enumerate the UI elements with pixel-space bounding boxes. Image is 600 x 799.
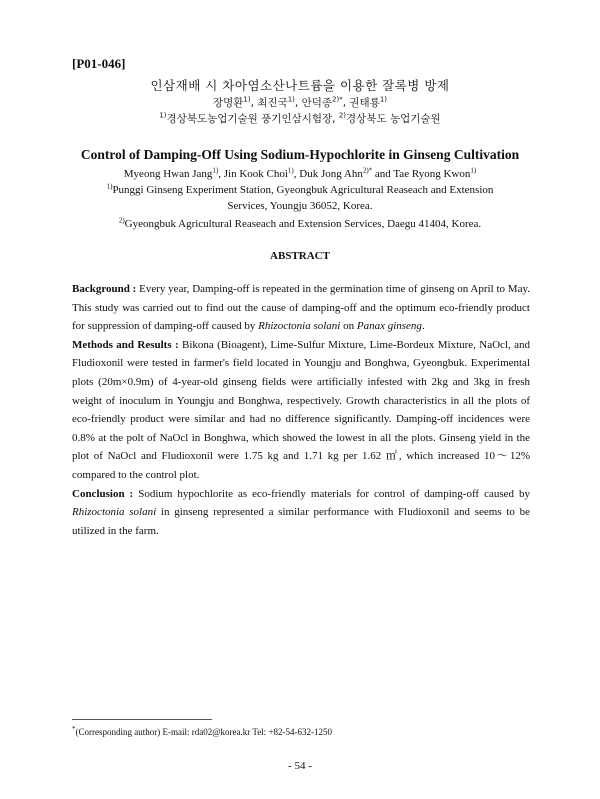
methods-label: Methods and Results :	[72, 338, 183, 351]
affiliation-mark: 1)	[212, 166, 219, 175]
korean-affiliations	[0, 111, 600, 126]
korean-title: 인삼재배 시 차아염소산나트륨을 이용한 잘록병 방제	[150, 78, 450, 93]
affiliation-text: Gyeongbuk Agricultural Reaseach and Extension Services, Daegu 41404, Korea.	[124, 218, 482, 230]
author-name: Myeong Hwan Jang	[123, 168, 213, 180]
species-name: Panax ginseng	[356, 320, 422, 333]
author-name: Duk Jong Ahn	[299, 168, 363, 180]
korean-affiliation: 경상북도 농업기술원	[346, 113, 441, 125]
background-paragraph	[72, 280, 530, 336]
affiliation-mark: 1)	[106, 182, 113, 191]
author-name: Tae Ryong Kwon	[393, 168, 471, 180]
paragraph-text: .	[421, 320, 425, 333]
paragraph-text: on	[340, 320, 357, 333]
affiliation-mark: 1)	[243, 95, 251, 104]
affiliation-mark: 1)	[470, 166, 477, 175]
author-separator: and	[372, 168, 394, 180]
footnote-mark: *	[72, 725, 76, 733]
abstract-body	[72, 280, 530, 540]
paragraph-text: Every year, Damping-off is repeated in the germination time of ginseng on April to May. This study was carried out to find out the cause of damping-off and the optimum eco-friendly product for suppression of damping-off caused by	[72, 283, 530, 333]
species-name: Rhizoctonia solani	[258, 320, 341, 333]
paragraph-text: Sodium hypochlorite as eco-friendly materials for control of damping-off caused by	[138, 487, 530, 500]
footnote-text: (Corresponding author) E-mail: rda02@korea.kr Tel: +82-54-632-1250	[75, 727, 333, 737]
affiliation-mark: 2)*	[332, 95, 343, 104]
author-name: Jin Kook Choi	[223, 168, 288, 180]
species-name: Rhizoctonia solani	[72, 506, 157, 519]
korean-author-name: 권태룡	[349, 97, 380, 109]
korean-author-name: 안덕종	[301, 97, 333, 109]
english-affiliation-2	[0, 218, 600, 230]
footnote	[72, 727, 332, 737]
footnote-divider	[72, 719, 212, 720]
korean-author-name: 최진국	[257, 97, 288, 109]
korean-affiliation: 경상북도농업기술원 풍기인삼시험장,	[166, 113, 336, 125]
affiliation-mark: 2)*	[362, 166, 373, 175]
affiliation-mark: 2)	[118, 216, 125, 225]
english-title: Control of Damping-Off Using Sodium-Hypochlorite in Ginseng Cultivation	[80, 147, 520, 162]
page-number: - 54 -	[288, 760, 312, 772]
affiliation-text: Punggi Ginseng Experiment Station, Gyeongbuk Agricultural Reaseach and Extension	[112, 184, 494, 196]
affiliation-mark: 1)	[287, 95, 295, 104]
english-affiliation-1	[0, 184, 600, 196]
affiliation-mark: 2)	[338, 111, 347, 120]
english-affiliation-1-cont: Services, Youngju 36052, Korea.	[227, 200, 373, 212]
affiliation-mark: 1)	[287, 166, 294, 175]
author-separator: ,	[218, 168, 224, 180]
korean-authors: 장명환$^{1)}$, 최진국$^{1)}$, 안덕종$^{2)*}$, 권태룡$^{1)}$	[212, 95, 388, 109]
conclusion-label: Conclusion :	[72, 487, 139, 500]
paragraph-text: in ginseng represented a similar performance with Fludioxonil and seems to be utilized in the farm.	[72, 506, 531, 537]
author-separator: ,	[293, 168, 300, 180]
abstract-heading: ABSTRACT	[270, 250, 330, 262]
english-authors	[0, 168, 600, 180]
affiliation-mark: 1)	[159, 111, 167, 120]
korean-author-name: 장명환	[212, 97, 244, 109]
paragraph-text: Bikona (Bioagent), Lime-Sulfur Mixture, Lime-Bordeux Mixture, NaOcl, and Fludioxonil were tested in farmer's field located in Youngju and Bonghwa, Gyeongbuk. Experimental plots (20m×0.9m) of 4-year-old ginseng fields were artificially infested with 2kg and 3kg in fresh weight of inoculum in Youngju and Bonghwa, respectively. Growth characteristics in all the plots of eco-friendly product were similar and had no difference significantly. Damping-off incidences were 0.8% at the polt of NaOcl in Bonghwa, which showed the lowest in all the plots. Ginseng yield in the plot of NaOcl and Fludioxonil were 1.75 kg and 1.71 kg per 1.62 ㎡, which increased 10～12% compared to the control plot.	[72, 338, 530, 481]
conclusion-paragraph	[72, 485, 530, 541]
affiliation-mark: 1)	[379, 95, 388, 104]
background-label: Background :	[72, 283, 140, 295]
poster-code: [P01-046]	[72, 56, 126, 71]
methods-paragraph	[72, 336, 530, 485]
